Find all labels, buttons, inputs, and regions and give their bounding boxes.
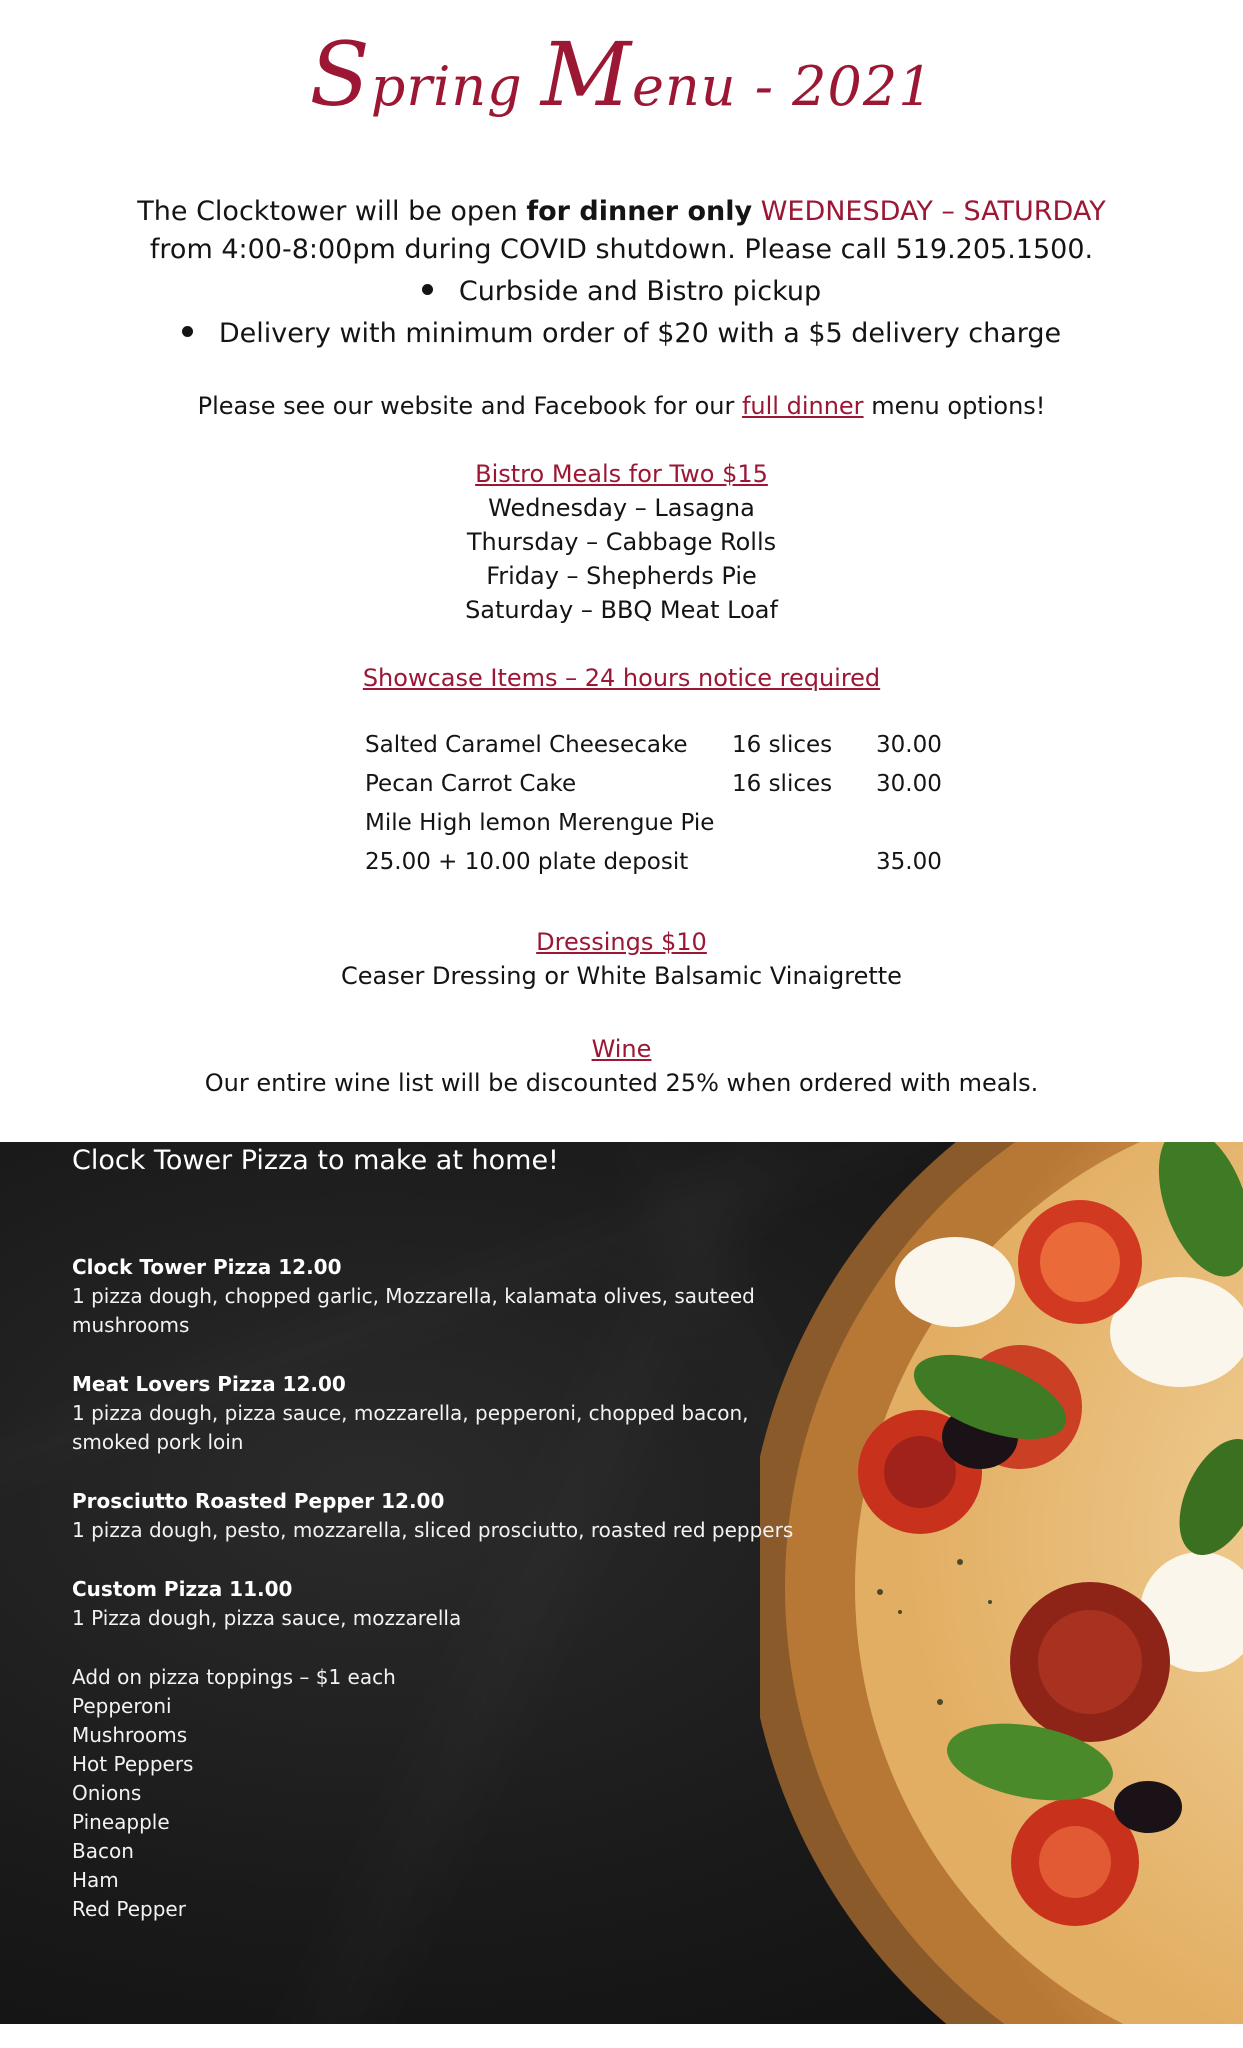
topping-item: Ham [72,1868,119,1892]
topping-item: Onions [72,1781,142,1805]
bistro-item: Wednesday – Lasagna [488,494,755,522]
pizza-item-name: Meat Lovers Pizza 12.00 [72,1372,346,1396]
intro-line-1: The Clocktower will be open for dinner only WEDNESDAY – SATURDAY [137,196,1106,227]
showcase-item-name: 25.00 + 10.00 plate deposit [365,849,689,875]
topping-item: Hot Peppers [72,1752,194,1776]
pizza-item-desc: 1 pizza dough, pesto, mozzarella, sliced prosciutto, roasted red peppers [72,1518,794,1542]
showcase-item-qty: 16 slices [732,771,833,797]
topping-item: Pepperoni [72,1694,172,1718]
topping-item: Mushrooms [72,1723,188,1747]
bistro-item: Friday – Shepherds Pie [486,562,757,590]
showcase-item-price: 30.00 [876,732,942,758]
showcase-item-price: 30.00 [876,771,942,797]
pizza-item-desc: 1 pizza dough, chopped garlic, Mozzarella, kalamata olives, sauteed [72,1284,755,1308]
pizza-item-name: Prosciutto Roasted Pepper 12.00 [72,1489,445,1513]
showcase-item-qty: 16 slices [732,732,833,758]
bullet-icon [422,284,433,295]
pizza-item-desc: mushrooms [72,1313,190,1337]
pizza-item-name: Custom Pizza 11.00 [72,1577,293,1601]
pizza-item-desc: smoked pork loin [72,1430,244,1454]
dressings-text: Ceaser Dressing or White Balsamic Vinaigrette [341,962,902,990]
bullet-pickup: Curbside and Bistro pickup [0,276,1243,307]
intro-line-2: from 4:00-8:00pm during COVID shutdown. Please call 519.205.1500. [149,234,1094,265]
bistro-item: Thursday – Cabbage Rolls [466,528,777,556]
wine-text: Our entire wine list will be discounted 25% when ordered with meals. [204,1069,1039,1097]
menu-title: Spring Menu - 2021 [309,23,934,126]
toppings-heading: Add on pizza toppings – $1 each [72,1665,396,1689]
topping-item: Red Pepper [72,1897,186,1921]
showcase-item-price: 35.00 [876,849,942,875]
bullet-icon [182,326,193,337]
wine-heading: Wine [591,1035,652,1063]
showcase-item-name: Mile High lemon Merengue Pie [365,810,715,836]
pizza-item-desc: 1 pizza dough, pizza sauce, mozzarella, pepperoni, chopped bacon, [72,1401,749,1425]
pizza-photo [760,1142,1243,2024]
bistro-heading: Bistro Meals for Two $15 [475,460,768,488]
bullet-delivery: Delivery with minimum order of $20 with a $5 delivery charge [0,318,1243,349]
topping-item: Pineapple [72,1810,170,1834]
pizza-item-name: Clock Tower Pizza 12.00 [72,1255,342,1279]
showcase-item-name: Salted Caramel Cheesecake [365,732,688,758]
full-dinner-link[interactable]: full dinner [741,392,864,420]
bottom-margin [0,2024,1243,2048]
bistro-item: Saturday – BBQ Meat Loaf [465,596,778,624]
pizza-item-desc: 1 Pizza dough, pizza sauce, mozzarella [72,1606,462,1630]
pizza-section [0,1142,1243,2024]
website-note: Please see our website and Facebook for our full dinner menu options! [197,392,1046,420]
showcase-heading: Showcase Items – 24 hours notice required [362,664,881,692]
pizza-heading: Clock Tower Pizza to make at home! [72,1145,559,1176]
showcase-item-name: Pecan Carrot Cake [365,771,577,797]
dressings-heading: Dressings $10 [536,928,707,956]
topping-item: Bacon [72,1839,134,1863]
